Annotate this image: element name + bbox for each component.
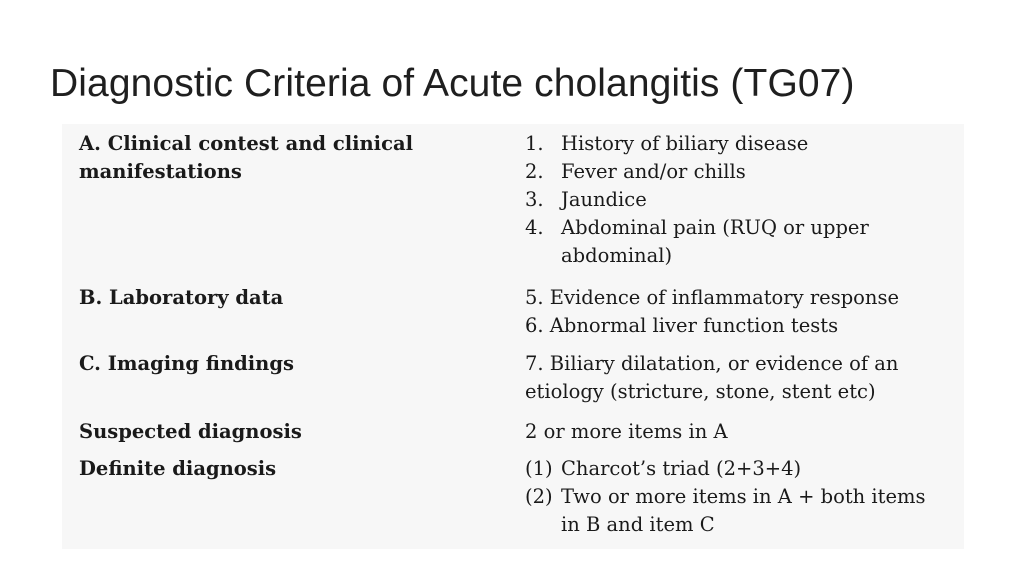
- row-a-items: [525, 130, 955, 270]
- row-b-item-6: 6. Abnormal liver function tests: [525, 314, 839, 337]
- definite-diagnosis-items: [525, 455, 955, 539]
- row-a-label: [79, 130, 413, 186]
- item-text: Two or more items in A + both items: [561, 485, 926, 508]
- suspected-diagnosis-text: [525, 418, 955, 446]
- row-a-label-line2: manifestations: [79, 160, 242, 183]
- row-c-label: C. Imaging findings: [79, 352, 294, 375]
- item-text: Charcot’s triad (2+3+4): [561, 457, 802, 480]
- suspected-diagnosis-label: Suspected diagnosis: [79, 420, 302, 443]
- item-number: 2.: [525, 160, 544, 183]
- row-b-label: B. Laboratory data: [79, 286, 284, 309]
- item-number: 1.: [525, 132, 544, 155]
- row-a-item-4: [525, 214, 955, 242]
- item-number: (2): [525, 485, 553, 508]
- row-a-item-3: [525, 186, 955, 214]
- definite-item-2: [525, 483, 955, 511]
- definite-item-1: [525, 455, 955, 483]
- row-c-line1: 7. Biliary dilatation, or evidence of an: [525, 352, 899, 375]
- item-text: in B and item C: [561, 513, 715, 536]
- row-b-items: [525, 284, 955, 340]
- row-a-item-2: [525, 158, 955, 186]
- row-c-items: [525, 350, 955, 406]
- definite-diagnosis-label: Definite diagnosis: [79, 457, 277, 480]
- row-c-line2: etiology (stricture, stone, stent etc): [525, 380, 876, 403]
- row-a-item-1: [525, 130, 955, 158]
- suspected-diagnosis-criterion: 2 or more items in A: [525, 420, 728, 443]
- item-text: Fever and/or chills: [561, 160, 746, 183]
- slide-title: Diagnostic Criteria of Acute cholangitis (TG07): [50, 62, 855, 105]
- row-a-label-line1: A. Clinical contest and clinical: [79, 132, 414, 155]
- item-number: (1): [525, 457, 553, 480]
- item-number: 4.: [525, 216, 544, 239]
- row-a-item-4-continuation: [525, 242, 955, 270]
- item-text: abdominal): [561, 244, 673, 267]
- item-text: Jaundice: [561, 188, 647, 211]
- definite-item-2-continuation: [525, 511, 955, 539]
- item-number: 3.: [525, 188, 544, 211]
- item-text: History of biliary disease: [561, 132, 809, 155]
- item-text: Abdominal pain (RUQ or upper: [561, 216, 869, 239]
- row-b-item-5: 5. Evidence of inflammatory response: [525, 286, 900, 309]
